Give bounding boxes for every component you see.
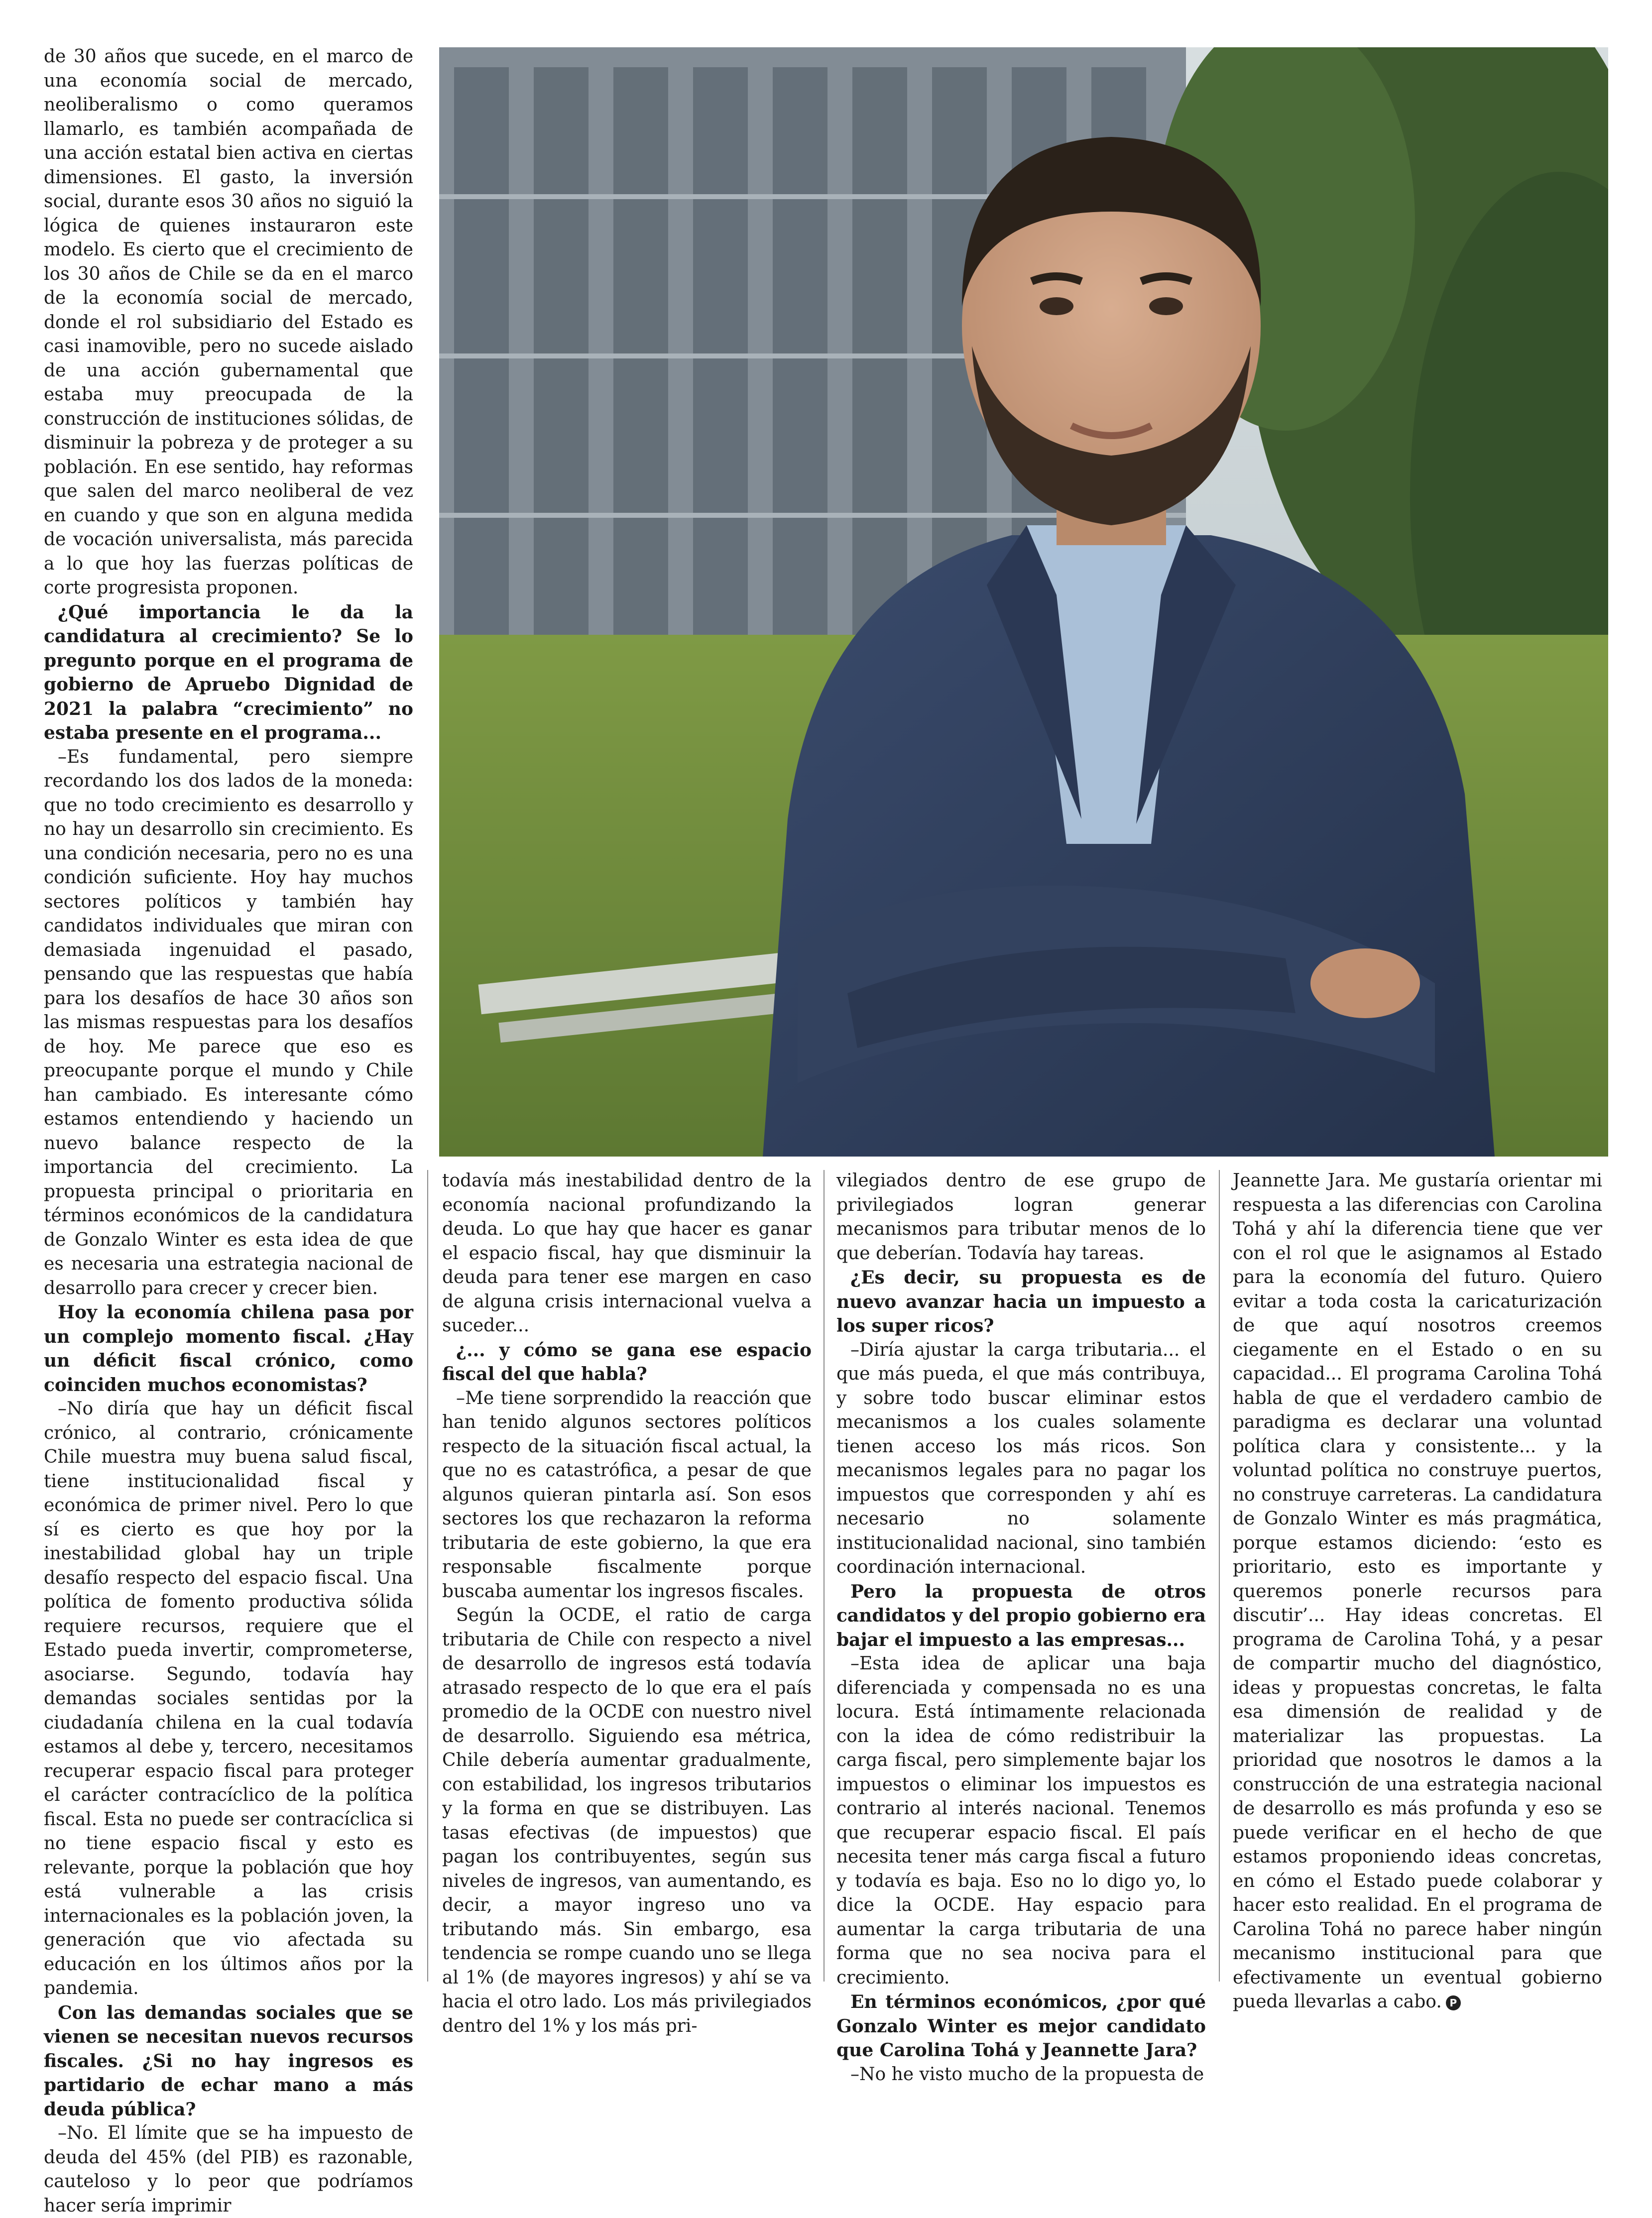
answer-paragraph: –Es fundamental, pero siempre recordando los dos lados de la moneda: que no todo crecimiento es desarrollo y no hay un desarrollo sin crecimiento. Es una condición necesaria, pero no es una condición suficiente. Hoy hay muchos sectores políticos y también hay candidatos individuales que miran con demasiada ingenuidad el pasado, pensando que las respuestas que había para los desafíos de hace 30 años son las mismas respuestas para los desafíos de hoy. Me parece que eso es preocupante porque el mundo y Chile han cambiado. Es interesante cómo estamos entendiendo y haciendo un nuevo balance respecto de la importancia del crecimiento. La propuesta principal o prioritaria en términos económicos de la candidatura de Gonzalo Winter es esta idea de que es necesaria una estrategia nacional de desarrollo para crecer y crecer bien. (44, 746, 413, 1298)
question-paragraph: ¿Es decir, su propuesta es de nuevo avanzar hacia un impuesto a los super ricos? (836, 1267, 1206, 1336)
answer-paragraph: –Diría ajustar la carga tributaria... el que más pueda, el que más contribuya, y sobre todo buscar eliminar estos mecanismos a los cuales solamente tienen acceso los más ricos. Son mecanismos legales para no pagar los impuestos que corresponden y ahí es necesario no solamente institucionalidad nacional, sino también coordinación internacional. (836, 1339, 1206, 1577)
question-paragraph: Con las demandas sociales que se vienen se necesitan nuevos recursos fiscales. ¿Si no hay ingresos es partidario de echar mano a más deuda pública? (44, 2002, 413, 2120)
question-paragraph: Pero la propuesta de otros candidatos y del propio gobierno era bajar el impuesto a las empresas... (836, 1581, 1206, 1650)
answer-paragraph: –No. El límite que se ha impuesto de deuda del 45% (del PIB) es razonable, cauteloso y lo peor que podríamos hacer sería imprimir (44, 2123, 413, 2216)
article-column-1 (44, 45, 413, 2218)
column-rule (427, 1170, 428, 1982)
answer-paragraph (1233, 1169, 1602, 2014)
article-photo (439, 47, 1608, 1157)
question-paragraph: Hoy la economía chilena pasa por un complejo momento fiscal. ¿Hay un déficit fiscal crónico, como coinciden muchos economistas? (44, 1302, 413, 1396)
answer-paragraph: –Esta idea de aplicar una baja diferenciada y compensada no es una locura. Está íntimamente relacionada con la idea de cómo redistribuir la carga fiscal, pero simplemente bajar los impuestos o eliminar los impuestos es contrario al interés nacional. Tenemos que recuperar espacio fiscal. El país necesita tener más carga fiscal a futuro y todavía es baja. Eso no lo digo yo, lo dice la OCDE. Hay espacio para aumentar la carga tributaria de una forma que no sea nociva para el crecimiento. (836, 1653, 1206, 1988)
question-paragraph: ¿Qué importancia le da la candidatura al crecimiento? Se lo pregunto porque en el programa de gobierno de Apruebo Dignidad de 2021 la palabra “crecimiento” no estaba presente en el programa... (44, 601, 413, 743)
column-rule (824, 1170, 825, 1982)
article-column-3 (836, 1169, 1206, 2087)
answer-paragraph: todavía más inestabilidad dentro de la economía nacional profundizando la deuda. Lo que hay que hacer es ganar el espacio fiscal, hay que disminuir la deuda para tener ese margen en caso de alguna crisis internacional vuelva a suceder... (442, 1170, 812, 1336)
article-column-2 (442, 1169, 812, 2038)
answer-paragraph: Según la OCDE, el ratio de carga tributaria de Chile con respecto a nivel de desarrollo de ingresos está todavía atrasado respecto de lo que era el país promedio de la OCDE con nuestro nivel de desarrollo. Siguiendo esa métrica, Chile debería aumentar gradualmente, con estabilidad, los ingresos tributarios y la forma en que se distribuyen. Las tasas efectivas (de impuestos) que pagan los contribuyentes, según sus niveles de ingresos, van aumentando, es decir, a mayor ingreso uno va tributando más. Sin embargo, esa tendencia se rompe cuando uno se llega al 1% (de mayores ingresos) y ahí se va hacia el otro lado. Los más privilegiados dentro del 1% y los más pri- (442, 1605, 812, 2036)
answer-paragraph: vilegiados dentro de ese grupo de privilegiados logran generar mecanismos para tributar menos de lo que deberían. Todavía hay tareas. (836, 1170, 1206, 1264)
photo-illustration (439, 47, 1608, 1157)
article-column-4 (1233, 1169, 1602, 2014)
answer-paragraph: –Me tiene sorprendido la reacción que han tenido algunos sectores políticos respecto de la situación fiscal actual, la que no es catastrófica, a pesar de que algunos quieran pintarla así. Son esos sectores los que rechazaron la reforma tributaria de este gobierno, la que era responsable fiscalmente porque buscaba aumentar los ingresos fiscales. (442, 1388, 812, 1602)
answer-paragraph: de 30 años que sucede, en el marco de una economía social de mercado, neoliberalismo o como queramos llamarlo, es también acompañada de una acción estatal bien activa en ciertas dimensiones. El gasto, la inversión social, durante esos 30 años no siguió la lógica de quienes instauraron este modelo. Es cierto que el crecimiento de los 30 años de Chile se da en el marco de la economía social de mercado, donde el rol subsidiario del Estado es casi inamovible, pero no sucede aislado de una acción gubernamental que estaba muy preocupada de la construcción de instituciones sólidas, de disminuir la pobreza y de proteger a su población. En ese sentido, hay reformas que salen del marco neoliberal de vez en cuando y que son en alguna medida de vocación universalista, más parecida a lo que hoy las fuerzas políticas de corte progresista proponen. (44, 46, 413, 598)
question-paragraph: En términos económicos, ¿por qué Gonzalo Winter es mejor candidato que Carolina Tohá y Jeannette Jara? (836, 1991, 1206, 2061)
answer-paragraph: –No diría que hay un déficit fiscal crónico, al contrario, crónicamente Chile muestra muy buena salud fiscal, tiene institucionalidad fiscal y económica de primer nivel. Pero lo que sí es cierto es que hoy por la inestabilidad global hay un triple desafío respecto del espacio fiscal. Una política de fomento productiva sólida requiere recursos, requiere que el Estado pueda invertir, comprometerse, asociarse. Segundo, todavía hay demandas sociales sentidas por la ciudadanía chilena en la cual todavía estamos al debe y, tercero, necesitamos recuperar espacio fiscal para proteger el carácter contracíclico de la política fiscal. Esta no puede ser contracíclica si no tiene espacio fiscal y esto es relevante, porque la población que hoy está vulnerable a las crisis internacionales es la población joven, la generación que vio afectada su educación en los últimos años por la pandemia. (44, 1399, 413, 1998)
answer-text: Jeannette Jara. Me gustaría orientar mi respuesta a las diferencias con Carolina Tohá y ahí la diferencia tiene que ver con el rol que le asignamos al Estado para la economía del futuro. Quiero evitar a toda costa la caricaturización de que aquí nosotros creemos ciegamente en el Estado o en su capacidad... El programa Carolina Tohá habla de que el verdadero cambio de paradigma es declarar una voluntad política clara y consistente... y la voluntad política no construye puertos, no construye carreteras. La candidatura de Gonzalo Winter es más pragmática, porque estamos diciendo: ‘esto es prioritario, esto es importante y queremos ponerle recursos para discutir’... Hay ideas concretas. El programa de Carolina Tohá, y a pesar de compartir mucho del diagnóstico, ideas y propuestas concretas, le falta esa dimensión de realidad y de materializar las propuestas. La prioridad que nosotros le damos a la construcción de una estrategia nacional de desarrollo es más profunda y eso se puede verificar en el hecho de que estamos proponiendo ideas concretas, en cómo el Estado puede colaborar y hacer esto realidad. En el programa de Carolina Tohá no parece haber ningún mecanismo institucional para que efectivamente un eventual gobierno pueda llevarlas a cabo. (1233, 1170, 1602, 2012)
question-paragraph: ¿... y cómo se gana ese espacio fiscal del que habla? (442, 1339, 812, 1385)
column-rule (1219, 1170, 1220, 1982)
end-mark-icon: P (1446, 1995, 1461, 2010)
answer-paragraph: –No he visto mucho de la propuesta de (850, 2064, 1204, 2085)
